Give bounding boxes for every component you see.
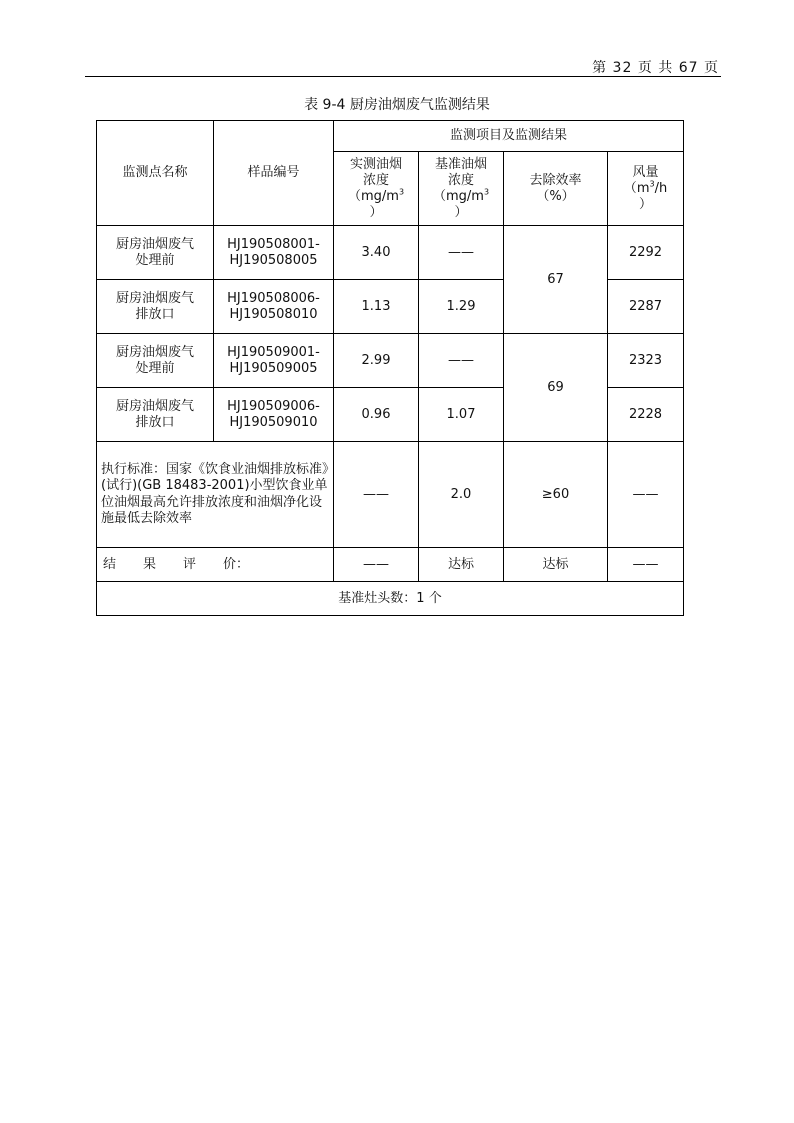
header-baseline-line1: 基准油烟 (434, 156, 487, 172)
sample-id-cell: HJ190509006- HJ190509010 (214, 388, 334, 442)
header-airflow-line1: 风量 (632, 164, 659, 180)
point-name-cell: 厨房油烟废气 处理前 (97, 226, 214, 280)
header-measured-line1: 实测油烟 (349, 156, 402, 172)
sample-id-cell: HJ190509001- HJ190509005 (214, 334, 334, 388)
sample-id-cell: HJ190508006- HJ190508010 (214, 280, 334, 334)
airflow-cell: 2323 (608, 334, 684, 388)
evaluation-airflow: —— (608, 548, 684, 582)
standard-removal: ≥60 (504, 442, 608, 548)
table-caption: 表 9-4 厨房油烟废气监测结果 (304, 97, 490, 113)
header-sample-id: 样品编号 (214, 121, 334, 226)
measured-cell: 1.13 (334, 280, 419, 334)
standard-row (97, 442, 684, 548)
airflow-cell: 2228 (608, 388, 684, 442)
header-removal-line2: （%） (536, 188, 575, 204)
evaluation-measured: —— (334, 548, 419, 582)
header-airflow-unit: （$m^3/h$ (623, 179, 668, 196)
page-header (85, 56, 721, 77)
removal-cell-group1: 67 (504, 226, 608, 334)
burner-count: 基准灶头数：1 个 (97, 582, 684, 616)
measured-cell: 2.99 (334, 334, 419, 388)
airflow-cell: 2292 (608, 226, 684, 280)
header-measured-line2: 浓度 (362, 172, 389, 188)
header-measured-unit: （$mg/m^3$ (347, 187, 405, 204)
footer-row (97, 582, 684, 616)
baseline-cell: 1.07 (419, 388, 504, 442)
baseline-cell: 1.29 (419, 280, 504, 334)
table-row (97, 226, 684, 280)
measured-cell: 0.96 (334, 388, 419, 442)
header-measured-concentration: 实测油烟 浓度 （$mg/m^3$ ） (334, 152, 419, 226)
evaluation-row (97, 548, 684, 582)
header-removal-line1: 去除效率 (529, 172, 582, 188)
evaluation-label: 结 果 评 价： (97, 548, 334, 582)
standard-baseline: 2.0 (419, 442, 504, 548)
header-removal-efficiency (504, 152, 608, 226)
standard-measured: —— (334, 442, 419, 548)
standard-text: 执行标准：国家《饮食业油烟排放标准》(试行)(GB 18483-2001)小型饮食业单位油烟最高允许排放浓度和油烟净化设施最低去除效率 (97, 442, 334, 548)
baseline-cell: —— (419, 334, 504, 388)
page-number: 第 32 页 共 67 页 (592, 60, 719, 76)
airflow-cell: 2287 (608, 280, 684, 334)
evaluation-baseline: 达标 (419, 548, 504, 582)
baseline-cell: —— (419, 226, 504, 280)
header-baseline-unit: （$mg/m^3$ (432, 187, 490, 204)
header-baseline-concentration: 基准油烟 浓度 （$mg/m^3$ ） (419, 152, 504, 226)
header-airflow: 风量 （$m^3/h$ ） (608, 152, 684, 226)
table-row (97, 334, 684, 388)
header-baseline-line2: 浓度 (447, 172, 474, 188)
removal-cell-group2: 69 (504, 334, 608, 442)
header-group: 监测项目及监测结果 (334, 121, 684, 152)
standard-airflow: —— (608, 442, 684, 548)
monitoring-results-table (96, 120, 684, 616)
point-name-cell: 厨房油烟废气 排放口 (97, 280, 214, 334)
evaluation-removal: 达标 (504, 548, 608, 582)
header-point-name: 监测点名称 (97, 121, 214, 226)
sample-id-cell: HJ190508001- HJ190508005 (214, 226, 334, 280)
point-name-cell: 厨房油烟废气 排放口 (97, 388, 214, 442)
point-name-cell: 厨房油烟废气 处理前 (97, 334, 214, 388)
measured-cell: 3.40 (334, 226, 419, 280)
